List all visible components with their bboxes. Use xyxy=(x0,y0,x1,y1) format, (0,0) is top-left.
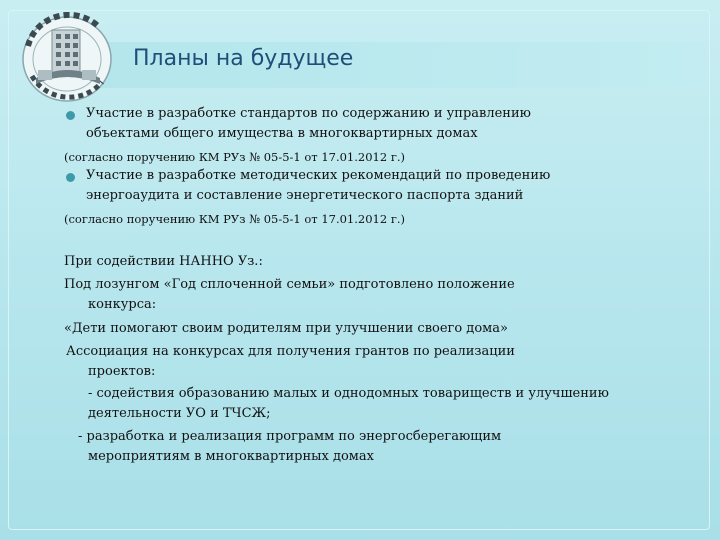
body-line: мероприятиям в многоквартирных домах xyxy=(88,449,374,464)
body-line: - разработка и реализация программ по энергосберегающим xyxy=(78,429,502,444)
body-line: Ассоциация на конкурсах для получения грантов по реализации xyxy=(66,344,515,359)
bullet-1-line-2: объектами общего имущества в многоквартирных домах xyxy=(86,126,478,141)
bullet-2-note: (согласно поручению КМ РУз № 05-5-1 от 17.01.2012 г.) xyxy=(64,212,405,226)
body-line: конкурса: xyxy=(88,297,157,312)
slide-title: Планы на будущее xyxy=(133,46,354,71)
bullet-2-line-2: энергоаудита и составление энергетического паспорта зданий xyxy=(86,188,524,203)
body-line: «Дети помогают своим родителям при улучшении своего дома» xyxy=(64,321,508,336)
body-line: Под лозунгом «Год сплоченной семьи» подготовлено положение xyxy=(64,277,515,292)
body-line: проектов: xyxy=(88,364,156,379)
bullet-dot-icon xyxy=(66,173,75,182)
body-line: деятельности УО и ТЧСЖ; xyxy=(88,406,271,421)
bullet-1-line-1: Участие в разработке стандартов по содержанию и управлению xyxy=(86,106,531,121)
bullet-1-note: (согласно поручению КМ РУз № 05-5-1 от 17.01.2012 г.) xyxy=(64,150,405,164)
bullet-dot-icon xyxy=(66,111,75,120)
body-line: - содействия образованию малых и однодомных товариществ и улучшению xyxy=(88,386,609,401)
bullet-2-line-1: Участие в разработке методических рекомендаций по проведению xyxy=(86,168,551,183)
body-line: При содействии НАННО Уз.: xyxy=(64,254,263,269)
